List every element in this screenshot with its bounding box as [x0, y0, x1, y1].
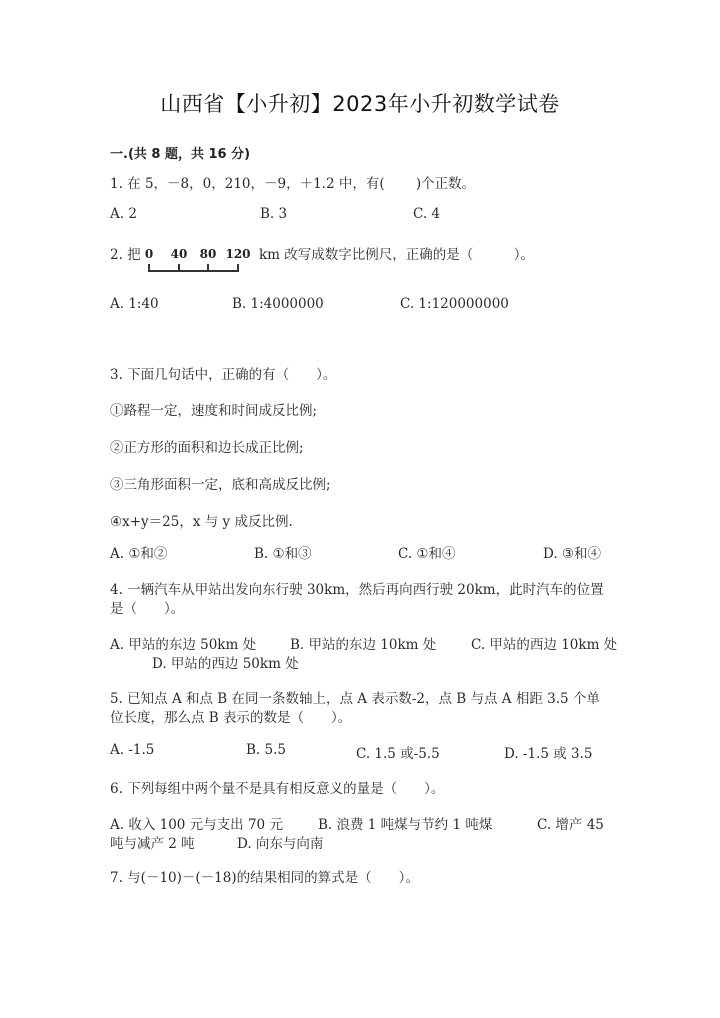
question-1-option-a[interactable]: A. 2: [110, 206, 137, 222]
question-2-option-c[interactable]: C. 1:120000000: [400, 296, 509, 312]
question-3-option-b[interactable]: B. ①和③: [254, 546, 312, 562]
question-1-option-c[interactable]: C. 4: [413, 206, 441, 222]
scale-label-120: 120: [225, 247, 251, 261]
scale-bar-figure: [146, 247, 256, 273]
question-2-option-a[interactable]: A. 1:40: [110, 296, 159, 312]
page-title: 山西省【小升初】2023年小升初数学试卷: [160, 92, 560, 116]
question-5-option-b[interactable]: B. 5.5: [246, 742, 286, 758]
question-5-text-line-2: 位长度，那么点 B 表示的数是（ ）。: [110, 710, 352, 726]
question-3-option-a[interactable]: A. ①和②: [110, 546, 168, 562]
scale-label-80: 80: [199, 247, 217, 261]
question-3-option-d[interactable]: D. ③和④: [543, 546, 602, 562]
scale-tick: [178, 264, 180, 272]
question-4-text-line-1: 4. 一辆汽车从甲站出发向东行驶 30km，然后再向西行驶 20km，此时汽车的位置: [110, 582, 604, 598]
question-4-option-a[interactable]: A. 甲站的东边 50km 处: [110, 637, 257, 653]
scale-tick: [148, 264, 150, 272]
question-3-statement-3: ③三角形面积一定，底和高成反比例;: [110, 477, 331, 493]
question-2-option-b[interactable]: B. 1:4000000: [232, 296, 324, 312]
question-6-option-a[interactable]: A. 收入 100 元与支出 70 元: [110, 817, 283, 833]
scale-tick: [207, 264, 209, 272]
question-4-option-d[interactable]: D. 甲站的西边 50km 处: [152, 656, 299, 672]
question-5-option-a[interactable]: A. -1.5: [110, 742, 155, 758]
question-5-option-c[interactable]: C. 1.5 或-5.5: [356, 746, 440, 762]
question-5-text-line-1: 5. 已知点 A 和点 B 在同一条数轴上，点 A 表示数-2，点 B 与点 A 相距 3.5 个单: [110, 691, 600, 707]
scale-tick: [237, 264, 239, 272]
question-5-option-d[interactable]: D. -1.5 或 3.5: [504, 746, 593, 762]
question-4-text-line-2: 是（ ）。: [110, 601, 185, 617]
question-2-suffix: km 改写成数字比例尺，正确的是（ ）。: [259, 247, 535, 263]
question-6-option-c[interactable]: C. 增产 45: [537, 817, 604, 833]
question-6-option-c-continued: 吨与减产 2 吨: [110, 836, 195, 852]
scale-bar-line: [148, 270, 239, 272]
question-3-text: 3. 下面几句话中，正确的有（ ）。: [110, 367, 337, 383]
section-heading: 一.(共 8 题，共 16 分): [110, 147, 251, 162]
question-3-statement-4: ④x+y＝25，x 与 y 成反比例.: [110, 514, 293, 530]
scale-label-40: 40: [170, 247, 188, 261]
question-6-option-d[interactable]: D. 向东与向南: [237, 836, 324, 852]
question-4-option-b[interactable]: B. 甲站的东边 10km 处: [290, 637, 437, 653]
question-1-text: 1. 在 5，－8，0，210，－9，＋1.2 中，有( )个正数。: [110, 176, 476, 192]
scale-label-0: 0: [144, 247, 154, 261]
question-6-text: 6. 下列每组中两个量不是具有相反意义的量是（ ）。: [110, 781, 445, 797]
question-7-text: 7. 与(－10)－(－18)的结果相同的算式是（ ）。: [110, 870, 419, 886]
question-3-statement-2: ②正方形的面积和边长成正比例;: [110, 440, 304, 456]
question-2-prefix: 2. 把: [110, 247, 141, 263]
question-1-option-b[interactable]: B. 3: [260, 206, 288, 222]
question-3-statement-1: ①路程一定，速度和时间成反比例;: [110, 403, 318, 419]
question-3-option-c[interactable]: C. ①和④: [398, 546, 456, 562]
question-4-option-c[interactable]: C. 甲站的西边 10km 处: [471, 637, 618, 653]
question-6-option-b[interactable]: B. 浪费 1 吨煤与节约 1 吨煤: [318, 817, 493, 833]
